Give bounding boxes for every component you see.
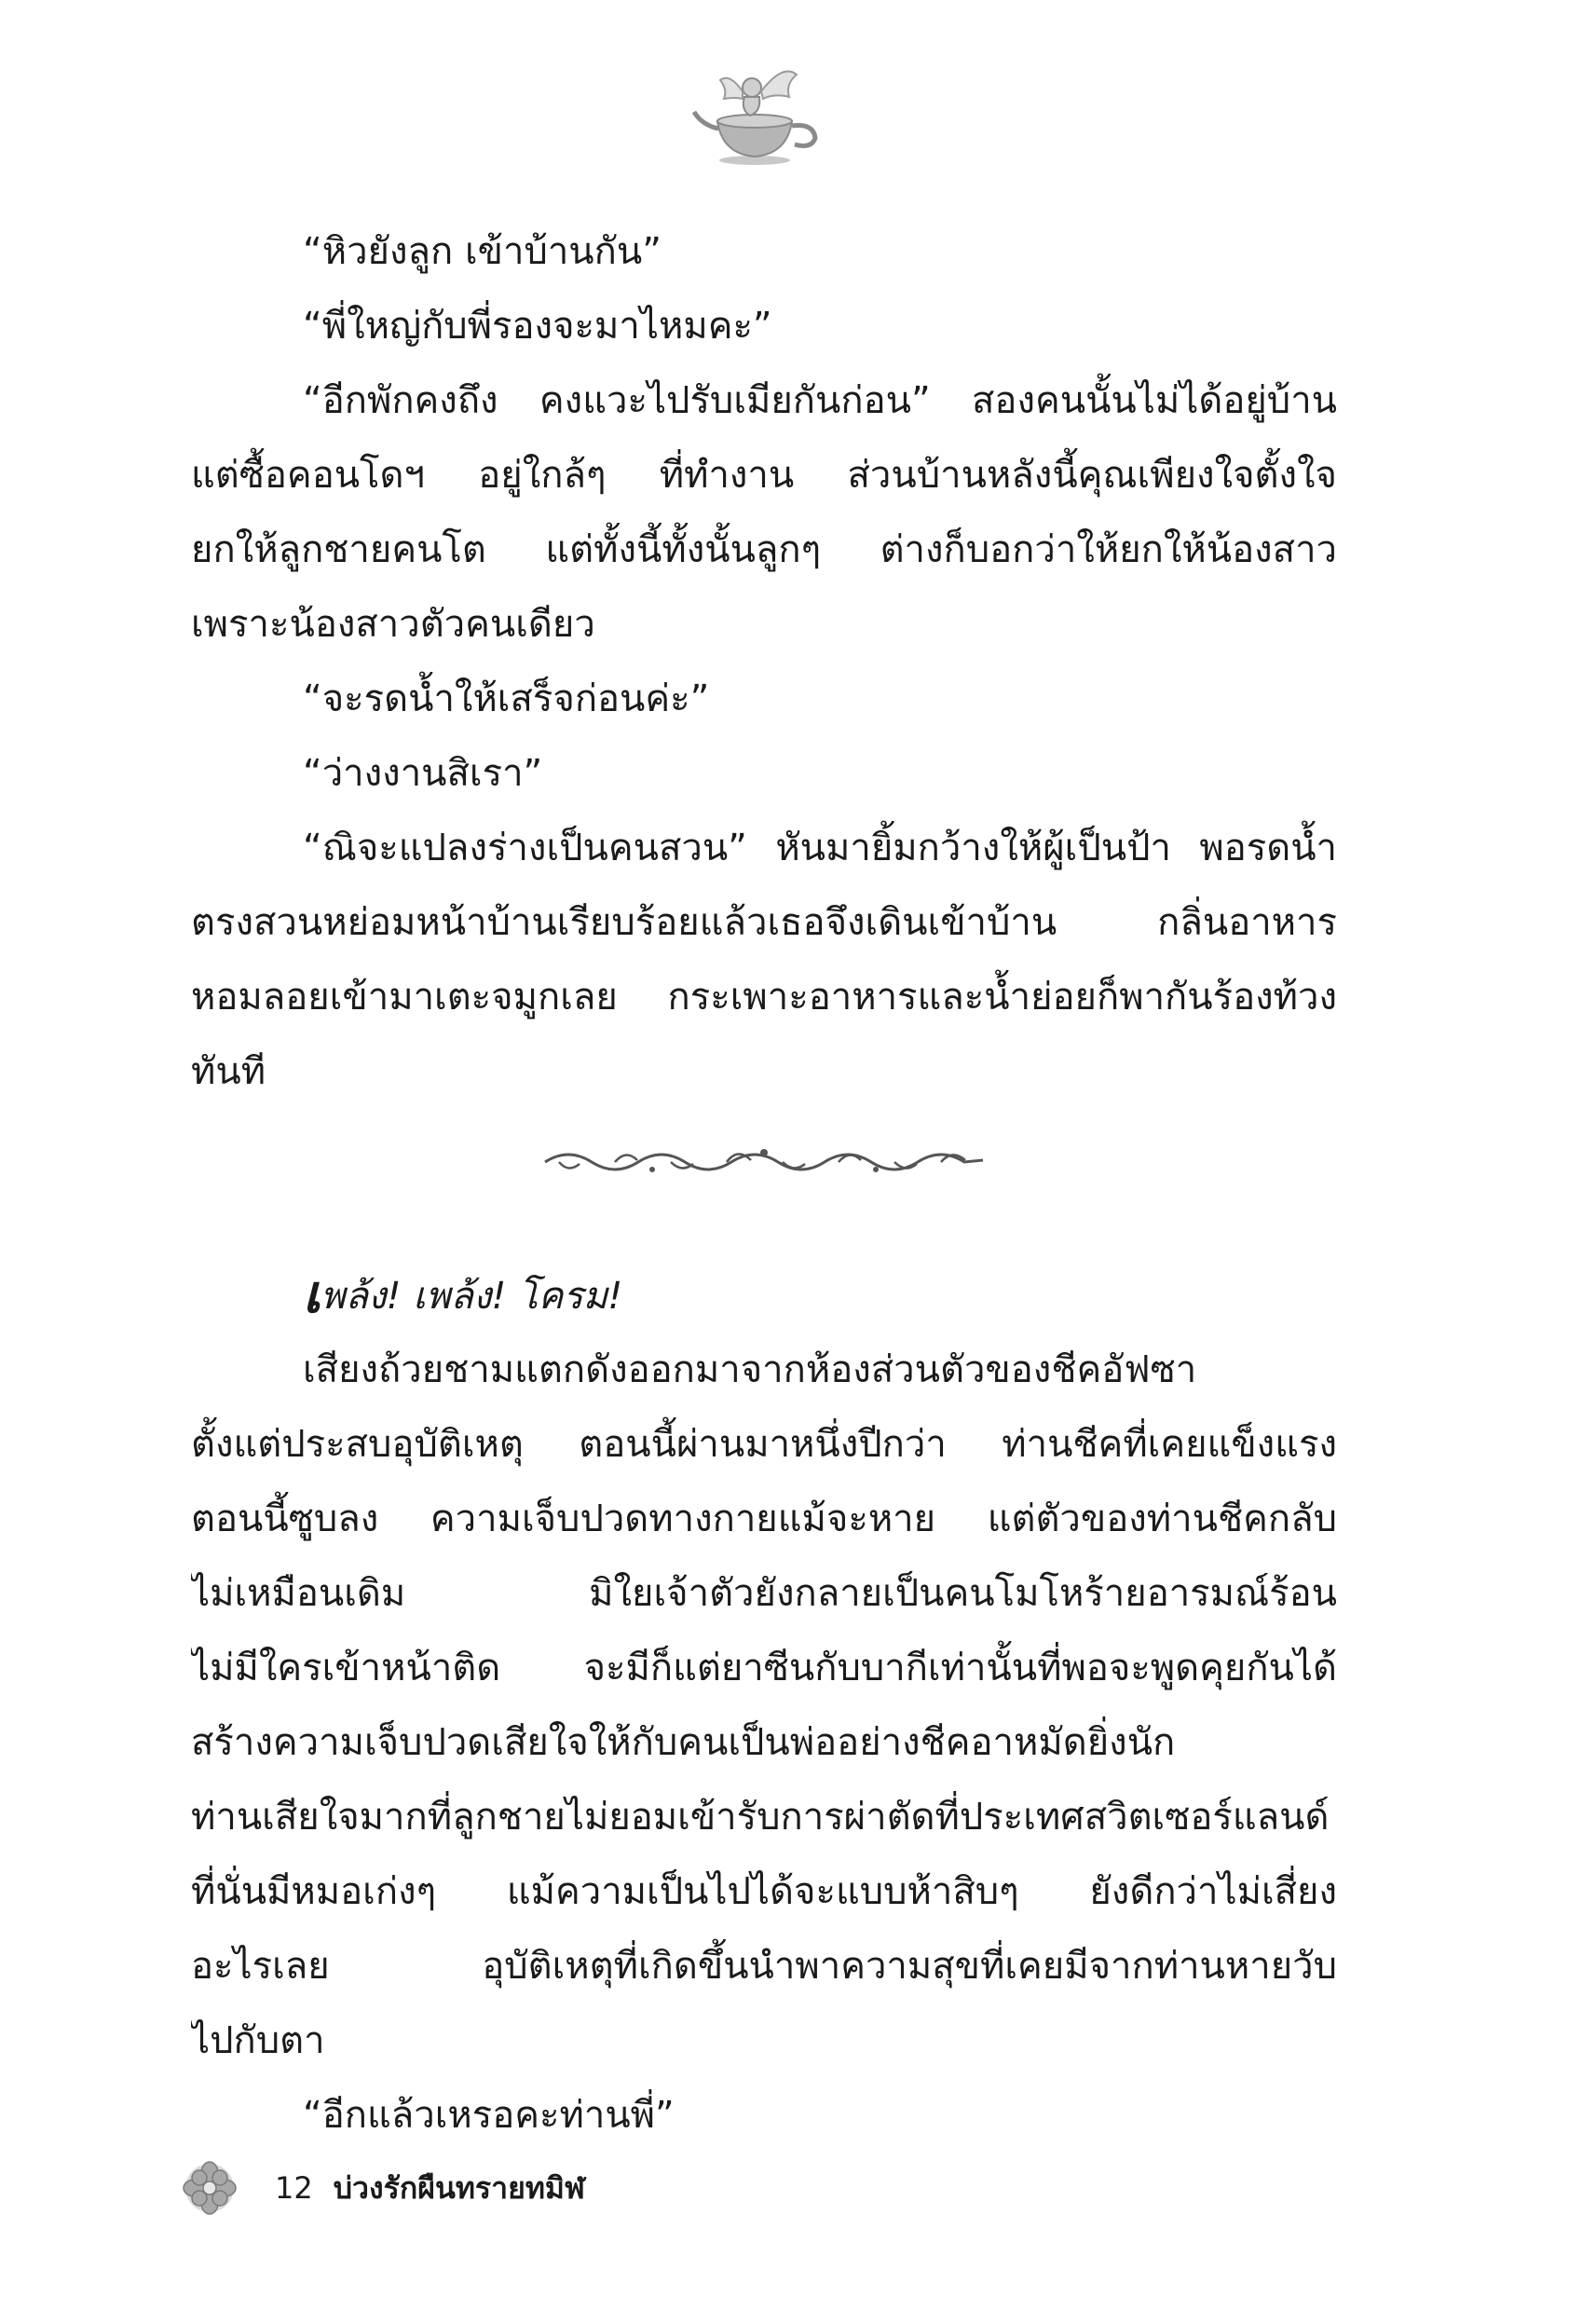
flower-icon bbox=[182, 2160, 238, 2216]
paragraph-line: อะไรเลย อุบัติเหตุที่เกิดขึ้นนำพาความสุขที่เคยมีจากท่านหายวับ bbox=[191, 1945, 1337, 1988]
scene-divider-flourish-icon bbox=[540, 1142, 988, 1179]
paragraph-line: หอมลอยเข้ามาเตะจมูกเลย กระเพาะอาหารและน้ำย่อยก็พากันร้องท้วง bbox=[191, 976, 1337, 1019]
dialogue-line: “พี่ใหญ่กับพี่รองจะมาไหมคะ” bbox=[303, 305, 772, 348]
paragraph-line: ไม่มีใครเข้าหน้าติด จะมีก็แต่ยาซีนกับบากีเท่านั้นที่พอจะพูดคุยกันได้ bbox=[191, 1647, 1337, 1689]
dialogue-line: “ว่างงานสิเรา” bbox=[303, 752, 543, 795]
narrative-paragraph-2 bbox=[191, 811, 1337, 1109]
paragraph-line: ท่านเสียใจมากที่ลูกชายไม่ยอมเข้ารับการผ่าตัดที่ประเทศสวิตเซอร์แลนด์ bbox=[191, 1796, 1330, 1839]
narrative-paragraph-1 bbox=[191, 363, 1337, 662]
paragraph-line: เสียงถ้วยชามแตกดังออกมาจากห้องส่วนตัวของชีคอัฟซา bbox=[303, 1348, 1197, 1391]
page-number: 12 bbox=[275, 2170, 313, 2206]
narrative-paragraph-3 bbox=[191, 1333, 1337, 2078]
drop-cap: เ bbox=[303, 1265, 321, 1325]
paragraph-line: ทันที bbox=[191, 1050, 266, 1093]
page-footer bbox=[182, 2160, 585, 2216]
paragraph-line: “ณิจะแปลงร่างเป็นคนสวน” หันมายิ้มกว้างให้ผู้เป็นป้า พอรดน้ำ bbox=[303, 827, 1337, 869]
paragraph-line: ตรงสวนหย่อมหน้าบ้านเรียบร้อยแล้วเธอจึงเดินเข้าบ้าน กลิ่นอาหาร bbox=[191, 901, 1337, 944]
dialogue-block-1 bbox=[191, 214, 1337, 363]
dialogue-line: “จะรดน้ำให้เสร็จก่อนค่ะ” bbox=[303, 677, 710, 720]
dialogue-block-3 bbox=[191, 2078, 1337, 2153]
paragraph-line: ไปกับตา bbox=[191, 2019, 325, 2062]
paragraph-line: แต่ซื้อคอนโดฯ อยู่ใกล้ๆ ที่ทำงาน ส่วนบ้านหลังนี้คุณเพียงใจตั้งใจ bbox=[191, 454, 1337, 497]
paragraph-line: ที่นั่นมีหมอเก่งๆ แม้ความเป็นไปได้จะแบบห้าสิบๆ ยังดีกว่าไม่เสี่ยง bbox=[191, 1870, 1337, 1913]
lead-text: พล้ง! เพล้ง! โครม! bbox=[321, 1275, 623, 1318]
paragraph-line: ตอนนี้ซูบลง ความเจ็บปวดทางกายแม้จะหาย แต่ตัวของท่านชีคกลับ bbox=[191, 1497, 1337, 1540]
scene-opening-line bbox=[303, 1258, 622, 1333]
dialogue-line: “หิวยังลูก เข้าบ้านกัน” bbox=[303, 230, 662, 273]
paragraph-line: ตั้งแต่ประสบอุบัติเหตุ ตอนนี้ผ่านมาหนึ่งปีกว่า ท่านชีคที่เคยแข็งแรง bbox=[191, 1423, 1337, 1466]
book-title: บ่วงรักผืนทรายทมิฬ bbox=[333, 2169, 585, 2206]
paragraph-line: “อีกพักคงถึง คงแวะไปรับเมียกันก่อน” สองคนนั้นไม่ได้อยู่บ้าน bbox=[303, 379, 1337, 422]
paragraph-line: เพราะน้องสาวตัวคนเดียว bbox=[191, 603, 595, 646]
cupid-teapot-ornament-icon bbox=[685, 56, 825, 168]
dialogue-block-2 bbox=[191, 662, 1337, 811]
paragraph-line: ยกให้ลูกชายคนโต แต่ทั้งนี้ทั้งนั้นลูกๆ ต่างก็บอกว่าให้ยกให้น้องสาว bbox=[191, 528, 1337, 571]
paragraph-line: สร้างความเจ็บปวดเสียใจให้กับคนเป็นพ่ออย่างชีคอาหมัดยิ่งนัก bbox=[191, 1721, 1176, 1764]
dialogue-line: “อีกแล้วเหรอคะท่านพี่” bbox=[303, 2094, 675, 2137]
paragraph-line: ไม่เหมือนเดิม มิใยเจ้าตัวยังกลายเป็นคนโมโหร้ายอารมณ์ร้อน bbox=[191, 1572, 1337, 1615]
